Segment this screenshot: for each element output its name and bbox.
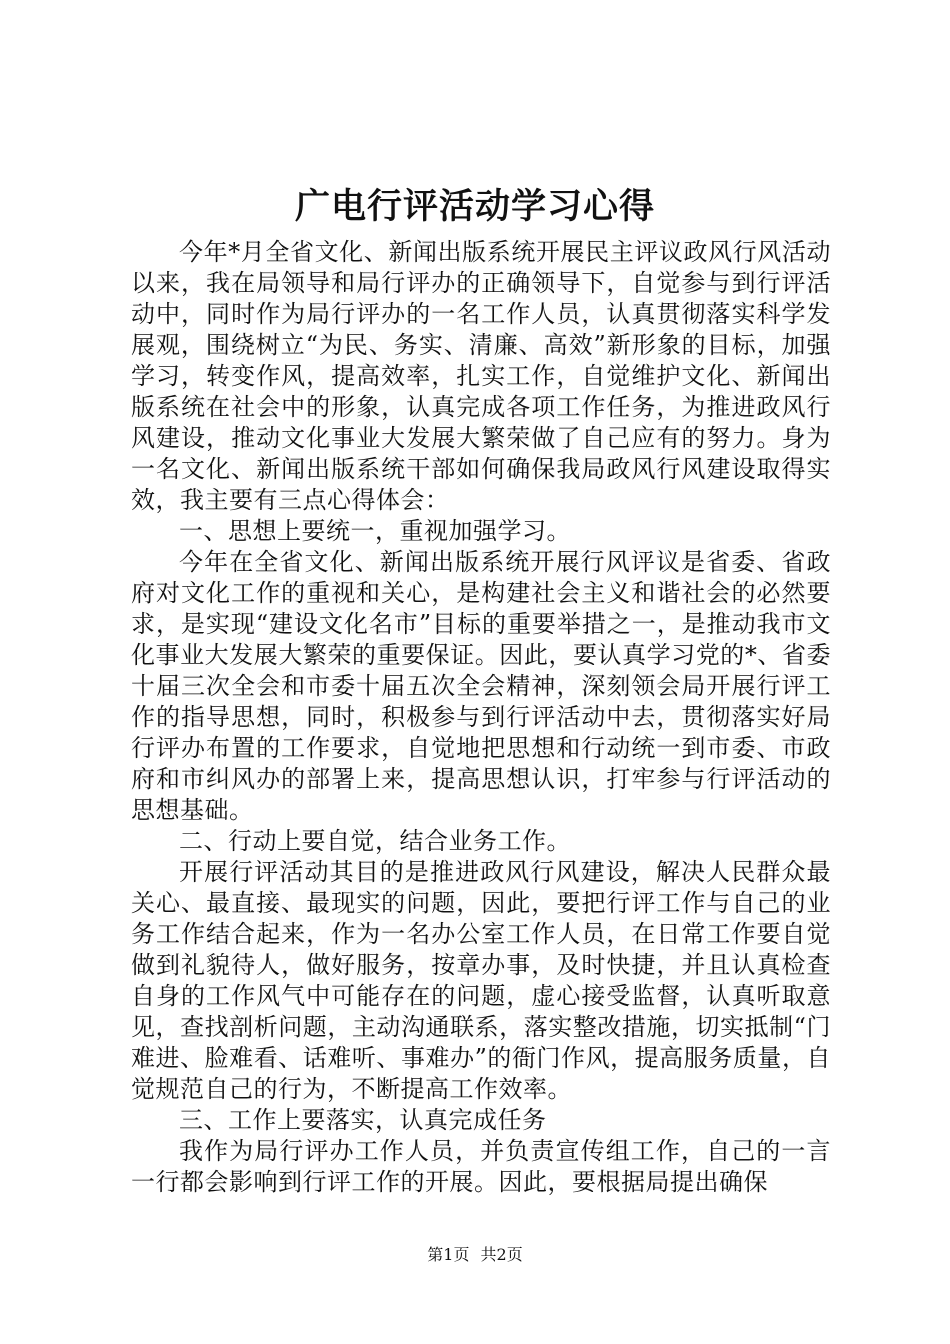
section-heading-3: 三、工作上要落实，认真完成任务 bbox=[179, 1106, 547, 1134]
page-number: 第1页 bbox=[427, 1245, 470, 1264]
page-total: 共2页 bbox=[480, 1245, 523, 1264]
document-title: 广电行评活动学习心得 bbox=[294, 186, 655, 227]
paragraph-section-1: 今年在全省文化、新闻出版系统开展行风评议是省委、省政府对文化工作的重视和关心，是构建社会主义和谐社会的必然要求，是实现“建设文化名市”目标的重要举措之一，是推动我市文化事业大发展大繁荣的重要保证。因此，要认真学习党的*、省委十届三次全会和市委十届五次全会精神，深刻领会局开展行评工作的指导思想，同时，积极参与到行评活动中去，贯彻落实好局行评办布置的工作要求，自觉地把思想和行动统一到市委、市政府和市纠风办的部署上来，提高思想认识，打牢参与行评活动的思想基础。 bbox=[131, 548, 831, 824]
section-heading-1: 一、思想上要统一，重视加强学习。 bbox=[179, 517, 571, 545]
paragraph-intro: 今年*月全省文化、新闻出版系统开展民主评议政风行风活动以来，我在局领导和局行评办的正确领导下，自觉参与到行评活动中，同时作为局行评办的一名工作人员，认真贯彻落实科学发展观，围绕树立“为民、务实、清廉、高效”新形象的目标，加强学习，转变作风，提高效率，扎实工作，自觉维护文化、新闻出版系统在社会中的形象，认真完成各项工作任务，为推进政风行风建设，推动文化事业大发展大繁荣做了自己应有的努力。身为一名文化、新闻出版系统干部如何确保我局政风行风建设取得实效，我主要有三点心得体会： bbox=[131, 238, 831, 514]
paragraph-section-2: 开展行评活动其目的是推进政风行风建设，解决人民群众最关心、最直接、最现实的问题，因此，要把行评工作与自己的业务工作结合起来，作为一名办公室工作人员，在日常工作要自觉做到礼貌待人，做好服务，按章办事，及时快捷，并且认真检查自身的工作风气中可能存在的问题，虚心接受监督，认真听取意见，查找剖析问题，主动沟通联系，落实整改措施，切实抵制“门难进、脸难看、话难听、事难办”的衙门作风，提高服务质量，自觉规范自己的行为，不断提高工作效率。 bbox=[131, 858, 831, 1103]
section-heading-2: 二、行动上要自觉，结合业务工作。 bbox=[179, 827, 571, 855]
paragraph-section-3: 我作为局行评办工作人员，并负责宣传组工作，自己的一言一行都会影响到行评工作的开展。因此，要根据局提出确保 bbox=[131, 1137, 831, 1196]
page-footer bbox=[0, 1245, 950, 1265]
document-body bbox=[131, 237, 831, 1198]
